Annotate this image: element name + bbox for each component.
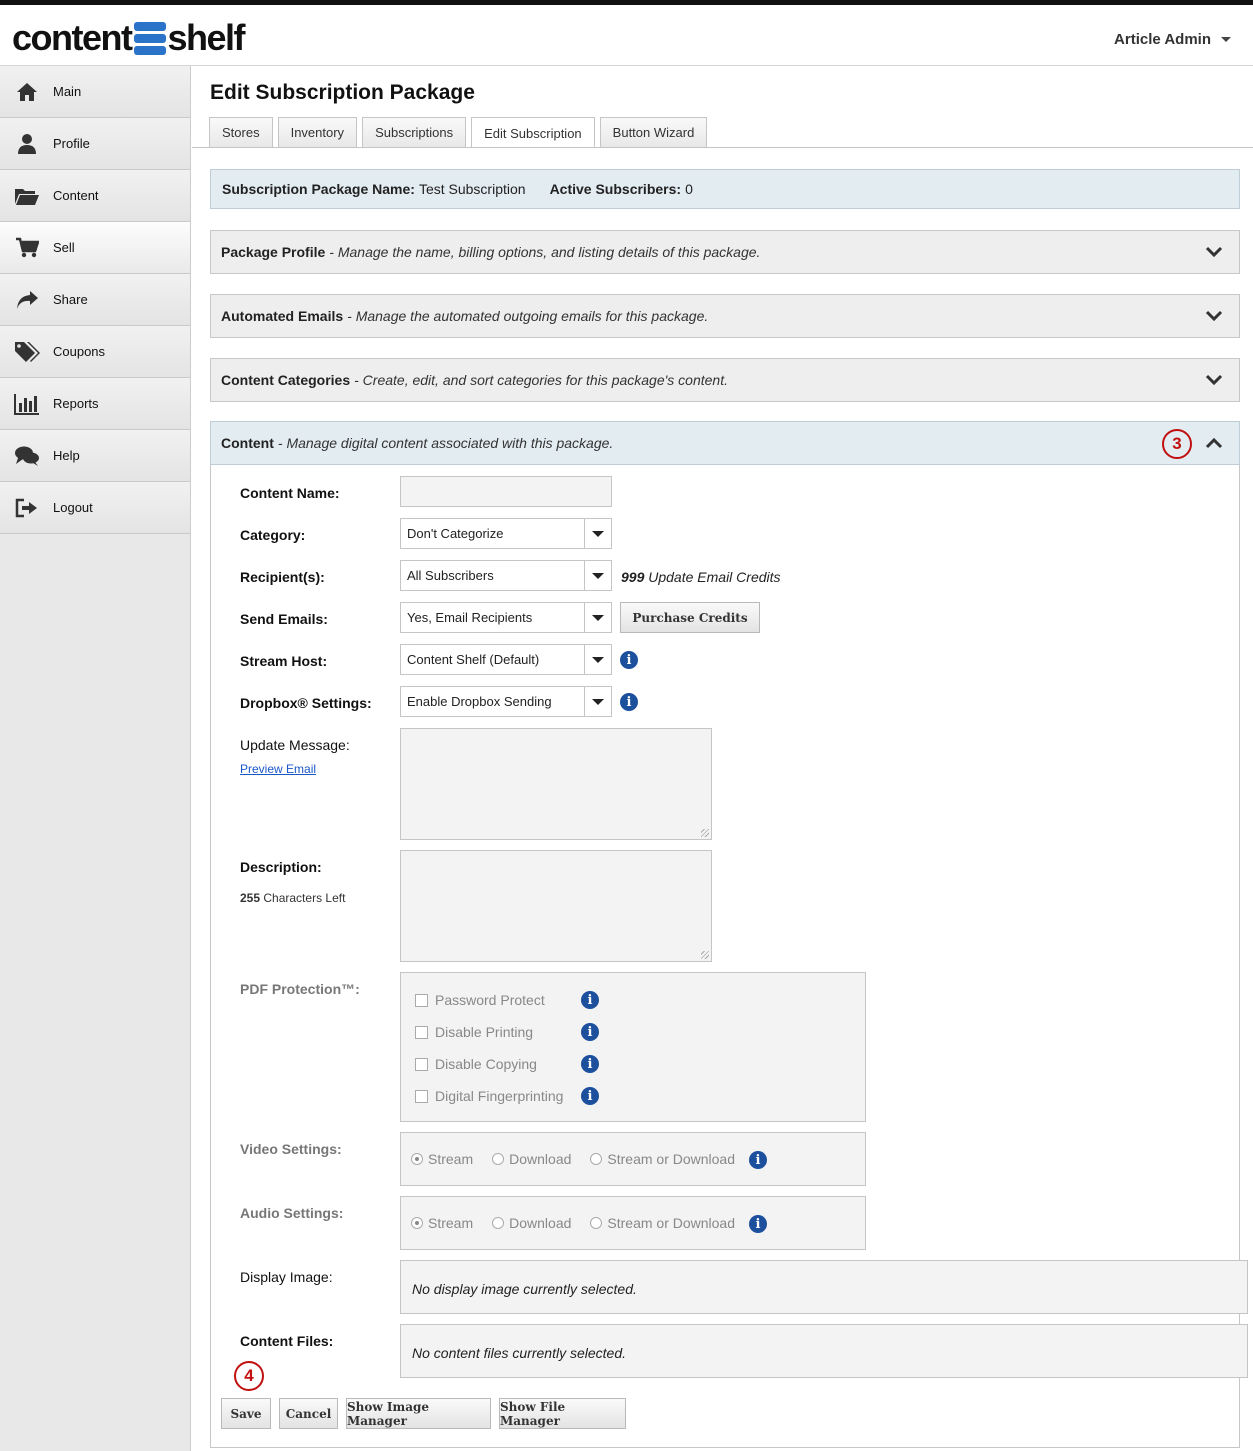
show-file-manager-button[interactable]: Show File Manager bbox=[499, 1398, 626, 1429]
audio-option-download[interactable] bbox=[492, 1215, 571, 1231]
content-name-input[interactable] bbox=[400, 476, 612, 507]
pdf-protection-label: PDF Protection™: bbox=[240, 981, 360, 997]
package-name-value: Test Subscription bbox=[418, 181, 526, 197]
pdf-option-password-protect[interactable] bbox=[415, 992, 545, 1008]
logo-text-left: content bbox=[12, 17, 132, 58]
sidebar-item-coupons[interactable] bbox=[0, 326, 190, 378]
tab-bar bbox=[209, 117, 712, 148]
radio-button[interactable] bbox=[492, 1153, 504, 1165]
audio-radio-group bbox=[411, 1215, 754, 1231]
pdf-protection-options bbox=[400, 972, 866, 1122]
dropdown-arrow-icon bbox=[584, 603, 611, 632]
description-label: Description: bbox=[240, 859, 322, 875]
logo-text-right: shelf bbox=[167, 17, 245, 58]
option-label: Stream or Download bbox=[607, 1215, 736, 1231]
logo-mark bbox=[134, 22, 166, 55]
purchase-credits-button[interactable]: Purchase Credits bbox=[620, 602, 760, 633]
recipients-select[interactable] bbox=[400, 560, 612, 591]
stream-host-label: Stream Host: bbox=[240, 653, 328, 669]
sidebar-item-label: Share bbox=[53, 292, 88, 307]
option-label: Disable Copying bbox=[435, 1056, 537, 1072]
pdf-option-disable-copying[interactable] bbox=[415, 1056, 537, 1072]
dropdown-arrow-icon bbox=[584, 687, 611, 716]
callout-marker: 4 bbox=[234, 1361, 264, 1391]
send-emails-label: Send Emails: bbox=[240, 611, 328, 627]
folder-icon bbox=[14, 185, 40, 207]
chevron-down-icon[interactable] bbox=[1205, 373, 1223, 387]
active-subscribers-value: 0 bbox=[685, 181, 693, 197]
radio-button[interactable] bbox=[411, 1217, 423, 1229]
characters-left-text: Characters Left bbox=[263, 891, 346, 905]
panel-package-profile[interactable] bbox=[210, 230, 1240, 274]
info-icon[interactable]: i bbox=[581, 1055, 599, 1073]
email-credits-count: 999 bbox=[621, 569, 645, 585]
active-subscribers-label: Active Subscribers: bbox=[549, 181, 682, 197]
save-button[interactable]: Save bbox=[221, 1398, 271, 1429]
option-label: Stream bbox=[428, 1215, 474, 1231]
bar-chart-icon bbox=[14, 393, 40, 415]
option-label: Password Protect bbox=[435, 992, 545, 1008]
email-credits-text: Update Email Credits bbox=[648, 569, 781, 585]
home-icon bbox=[14, 81, 40, 103]
video-option-stream[interactable] bbox=[411, 1151, 473, 1167]
sidebar bbox=[0, 66, 191, 1451]
category-label: Category: bbox=[240, 527, 306, 543]
dropbox-settings-label: Dropbox® Settings: bbox=[240, 695, 372, 711]
sidebar-item-label: Help bbox=[53, 448, 80, 463]
sidebar-item-content[interactable] bbox=[0, 170, 190, 222]
user-menu-label: Article Admin bbox=[1114, 31, 1211, 48]
tab-button-wizard[interactable]: Button Wizard bbox=[600, 117, 708, 147]
video-radio-group bbox=[411, 1151, 754, 1167]
panel-title: Content bbox=[221, 435, 274, 451]
pdf-option-disable-printing[interactable] bbox=[415, 1024, 533, 1040]
panel-content-categories[interactable] bbox=[210, 358, 1240, 402]
panel-description: - Manage the automated outgoing emails for this package. bbox=[347, 308, 709, 324]
sidebar-item-logout[interactable] bbox=[0, 482, 190, 534]
update-message-textarea[interactable] bbox=[400, 728, 712, 840]
category-select[interactable] bbox=[400, 518, 612, 549]
panel-content[interactable] bbox=[210, 421, 1240, 465]
sidebar-item-share[interactable] bbox=[0, 274, 190, 326]
checkbox[interactable] bbox=[415, 1090, 428, 1103]
option-label: Stream bbox=[428, 1151, 474, 1167]
description-textarea[interactable] bbox=[400, 850, 712, 962]
page-title: Edit Subscription Package bbox=[210, 81, 475, 104]
chat-icon bbox=[14, 445, 40, 467]
radio-button[interactable] bbox=[590, 1153, 602, 1165]
content-name-label: Content Name: bbox=[240, 485, 340, 501]
logout-icon bbox=[14, 497, 40, 519]
tags-icon bbox=[14, 341, 40, 363]
cart-icon bbox=[14, 237, 40, 259]
sidebar-item-label: Main bbox=[53, 84, 82, 99]
option-label: Disable Printing bbox=[435, 1024, 534, 1040]
dropdown-arrow-icon bbox=[584, 519, 611, 548]
sidebar-item-profile[interactable] bbox=[0, 118, 190, 170]
video-option-download[interactable] bbox=[492, 1151, 571, 1167]
info-icon[interactable]: i bbox=[620, 651, 638, 669]
checkbox[interactable] bbox=[415, 994, 428, 1007]
sidebar-item-label: Sell bbox=[53, 240, 75, 255]
tab-inventory[interactable]: Inventory bbox=[278, 117, 357, 147]
panel-description: - Create, edit, and sort categories for this package's content. bbox=[354, 372, 728, 388]
resize-grip-icon[interactable] bbox=[701, 951, 709, 959]
option-label: Digital Fingerprinting bbox=[435, 1088, 564, 1104]
checkbox[interactable] bbox=[415, 1058, 428, 1071]
dropbox-settings-value: Enable Dropbox Sending bbox=[407, 694, 552, 709]
tab-divider bbox=[192, 147, 1253, 148]
video-settings-label: Video Settings: bbox=[240, 1141, 342, 1157]
radio-button[interactable] bbox=[492, 1217, 504, 1229]
dropbox-settings-select[interactable] bbox=[400, 686, 612, 717]
audio-settings-options bbox=[400, 1196, 866, 1250]
info-icon[interactable]: i bbox=[749, 1215, 767, 1233]
send-emails-value: Yes, Email Recipients bbox=[407, 610, 533, 625]
panel-title: Package Profile bbox=[221, 244, 326, 260]
top-bar bbox=[0, 0, 1253, 66]
dropdown-arrow-icon bbox=[584, 561, 611, 590]
sidebar-item-label: Reports bbox=[53, 396, 99, 411]
share-icon bbox=[14, 289, 40, 311]
recipients-value: All Subscribers bbox=[407, 568, 494, 583]
sidebar-item-help[interactable] bbox=[0, 430, 190, 482]
info-icon[interactable]: i bbox=[620, 693, 638, 711]
main-content bbox=[192, 66, 1253, 1451]
content-files-area bbox=[400, 1324, 1248, 1378]
stream-host-select[interactable] bbox=[400, 644, 612, 675]
callout-marker: 3 bbox=[1162, 429, 1192, 459]
video-option-stream-or-download[interactable] bbox=[590, 1151, 735, 1167]
package-summary bbox=[210, 169, 1240, 209]
pdf-option-digital-fingerprinting[interactable] bbox=[415, 1088, 563, 1104]
audio-option-stream[interactable] bbox=[411, 1215, 473, 1231]
resize-grip-icon[interactable] bbox=[701, 829, 709, 837]
radio-button[interactable] bbox=[411, 1153, 423, 1165]
sidebar-item-reports[interactable] bbox=[0, 378, 190, 430]
sidebar-item-sell[interactable] bbox=[0, 222, 190, 274]
sidebar-item-label: Content bbox=[53, 188, 99, 203]
content-files-label: Content Files: bbox=[240, 1333, 334, 1349]
characters-left bbox=[240, 891, 345, 905]
chevron-up-icon[interactable] bbox=[1205, 436, 1223, 450]
stream-host-value: Content Shelf (Default) bbox=[407, 652, 540, 667]
chevron-down-icon bbox=[1221, 37, 1231, 42]
display-image-area bbox=[400, 1260, 1248, 1314]
panel-automated-emails[interactable] bbox=[210, 294, 1240, 338]
panel-title: Automated Emails bbox=[221, 308, 344, 324]
option-label: Download bbox=[509, 1151, 572, 1167]
tab-stores[interactable]: Stores bbox=[209, 117, 273, 147]
category-value: Don't Categorize bbox=[407, 526, 504, 541]
package-name-label: Subscription Package Name: bbox=[222, 181, 415, 197]
show-image-manager-button[interactable]: Show Image Manager bbox=[346, 1398, 491, 1429]
characters-left-count: 255 bbox=[240, 891, 261, 905]
info-icon[interactable]: i bbox=[581, 1087, 599, 1105]
sidebar-item-main[interactable] bbox=[0, 66, 190, 118]
info-icon[interactable]: i bbox=[749, 1151, 767, 1169]
option-label: Stream or Download bbox=[607, 1151, 736, 1167]
display-image-label: Display Image: bbox=[240, 1269, 333, 1285]
dropdown-arrow-icon bbox=[584, 645, 611, 674]
option-label: Download bbox=[509, 1215, 572, 1231]
radio-button[interactable] bbox=[590, 1217, 602, 1229]
user-icon bbox=[14, 133, 40, 155]
panel-description: - Manage digital content associated with this package. bbox=[277, 435, 614, 451]
display-image-message: No display image currently selected. bbox=[412, 1281, 637, 1297]
audio-option-stream-or-download[interactable] bbox=[590, 1215, 735, 1231]
update-message-label: Update Message: bbox=[240, 737, 350, 753]
sidebar-item-label: Logout bbox=[53, 500, 93, 515]
chevron-down-icon[interactable] bbox=[1205, 245, 1223, 259]
sidebar-item-label: Profile bbox=[53, 136, 90, 151]
panel-title: Content Categories bbox=[221, 372, 351, 388]
send-emails-select[interactable] bbox=[400, 602, 612, 633]
cancel-button[interactable]: Cancel bbox=[279, 1398, 338, 1429]
content-files-message: No content files currently selected. bbox=[412, 1345, 626, 1361]
checkbox[interactable] bbox=[415, 1026, 428, 1039]
logo[interactable] bbox=[12, 17, 244, 59]
info-icon[interactable]: i bbox=[581, 991, 599, 1009]
recipients-label: Recipient(s): bbox=[240, 569, 325, 585]
tab-subscriptions[interactable]: Subscriptions bbox=[362, 117, 466, 147]
sidebar-item-label: Coupons bbox=[53, 344, 106, 359]
audio-settings-label: Audio Settings: bbox=[240, 1205, 344, 1221]
panel-description: - Manage the name, billing options, and listing details of this package. bbox=[329, 244, 761, 260]
tab-edit-subscription[interactable]: Edit Subscription bbox=[471, 117, 595, 148]
video-settings-options bbox=[400, 1132, 866, 1186]
user-menu[interactable] bbox=[1114, 31, 1231, 48]
email-credits bbox=[621, 569, 781, 585]
info-icon[interactable]: i bbox=[581, 1023, 599, 1041]
chevron-down-icon[interactable] bbox=[1205, 309, 1223, 323]
preview-email-link[interactable]: Preview Email bbox=[240, 762, 317, 776]
content-form bbox=[210, 464, 1240, 1448]
